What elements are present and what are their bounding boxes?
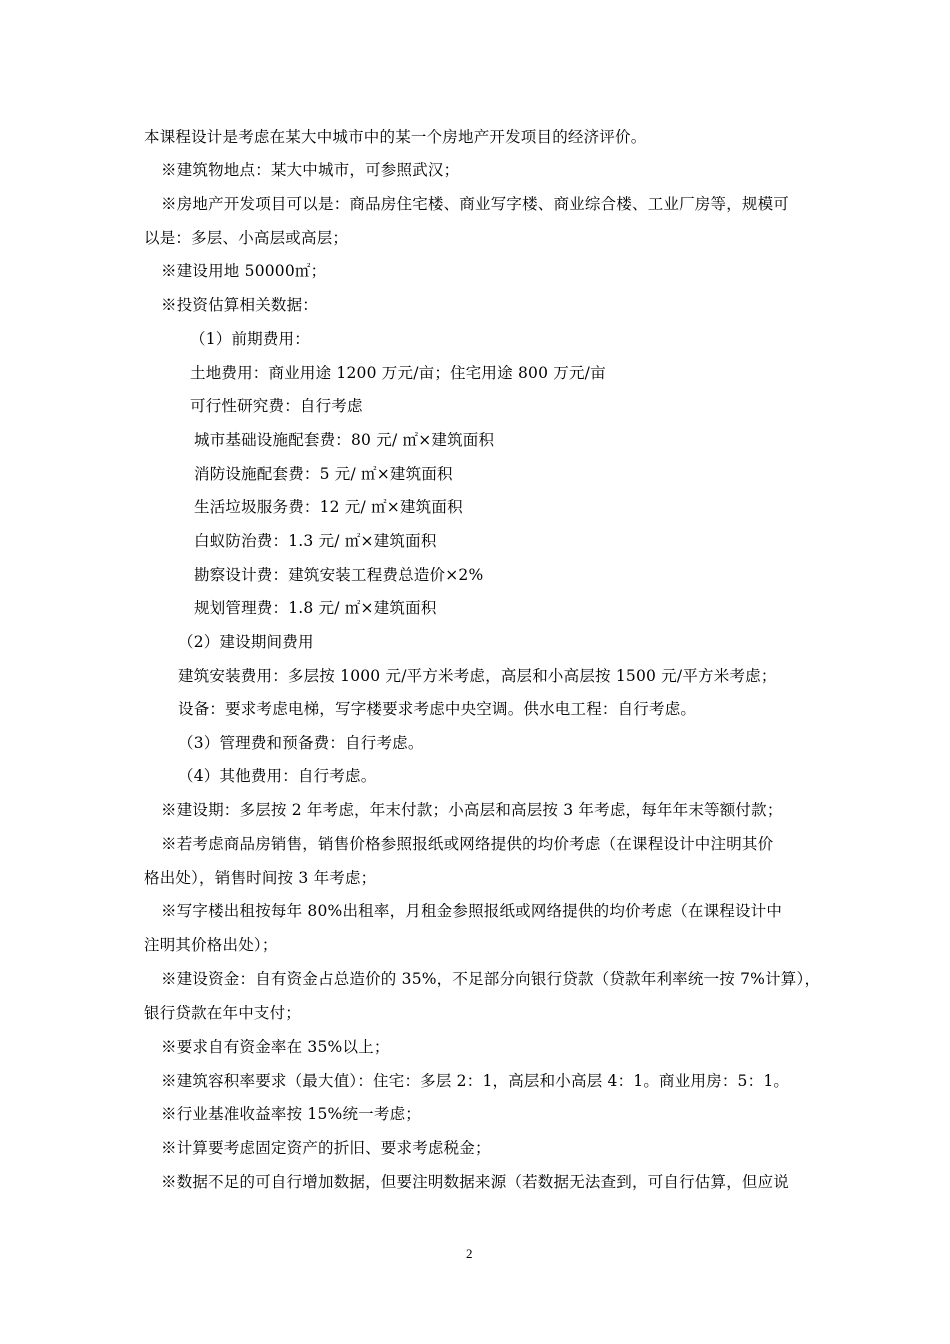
item-benchmark-return: ※行业基准收益率按 15%统一考虑； <box>161 1105 421 1123</box>
item-project-type-cont: 以是：多层、小高层或高层； <box>144 229 349 247</box>
cost-planning-management: 规划管理费：1.8 元/ ㎡×建筑面积 <box>194 599 437 617</box>
cost-waste-service: 生活垃圾服务费：12 元/ ㎡×建筑面积 <box>194 498 463 516</box>
item-construction-funds: ※建设资金：自有资金占总造价的 35%，不足部分向银行贷款（贷款年利率统一按 7%计算）， <box>161 970 821 988</box>
subheading-management-reserve: （3）管理费和预备费：自行考虑。 <box>178 734 424 752</box>
item-construction-period: ※建设期：多层按 2 年考虑，年末付款；小高层和高层按 3 年考虑，每年年末等额付款； <box>161 801 783 819</box>
cost-infrastructure: 城市基础设施配套费：80 元/ ㎡×建筑面积 <box>194 431 495 449</box>
item-office-rental: ※写字楼出租按每年 80%出租率，月租金参照报纸或网络提供的均价考虑（在课程设计中 <box>161 902 783 920</box>
item-construction-funds-cont: 银行贷款在年中支付； <box>144 1004 302 1022</box>
item-data-sources: ※数据不足的可自行增加数据，但要注明数据来源（若数据无法查到，可自行估算，但应说 <box>161 1173 790 1191</box>
item-project-type: ※房地产开发项目可以是：商品房住宅楼、商业写字楼、商业综合楼、工业厂房等，规模可 <box>161 195 790 213</box>
cost-feasibility: 可行性研究费：自行考虑 <box>190 397 363 415</box>
page-number: 2 <box>466 1246 473 1261</box>
cost-installation: 建筑安装费用：多层按 1000 元/平方米考虑，高层和小高层按 1500 元/平方米考虑； <box>178 667 777 685</box>
item-plot-ratio: ※建筑容积率要求（最大值）：住宅：多层 2：1，高层和小高层 4：1。商业用房：5：1。 <box>161 1072 790 1090</box>
cost-equipment: 设备：要求考虑电梯，写字楼要求考虑中央空调。供水电工程：自行考虑。 <box>178 700 697 718</box>
subheading-construction-costs: （2）建设期间费用 <box>178 633 314 651</box>
item-depreciation-tax: ※计算要考虑固定资产的折旧、要求考虑税金； <box>161 1139 491 1157</box>
paragraph-intro: 本课程设计是考虑在某大中城市中的某一个房地产开发项目的经济评价。 <box>144 128 647 146</box>
cost-survey-design: 勘察设计费：建筑安装工程费总造价×2% <box>194 566 484 584</box>
item-office-rental-cont: 注明其价格出处）； <box>144 936 278 954</box>
cost-fire-protection: 消防设施配套费：5 元/ ㎡×建筑面积 <box>194 465 453 483</box>
item-sales: ※若考虑商品房销售，销售价格参照报纸或网络提供的均价考虑（在课程设计中注明其价 <box>161 835 774 853</box>
cost-termite-control: 白蚁防治费：1.3 元/ ㎡×建筑面积 <box>194 532 437 550</box>
item-land-area: ※建设用地 50000㎡； <box>161 262 327 280</box>
subheading-preliminary-costs: （1）前期费用： <box>190 330 310 348</box>
item-own-capital-rate: ※要求自有资金率在 35%以上； <box>161 1038 390 1056</box>
item-sales-cont: 格出处），销售时间按 3 年考虑； <box>144 869 377 887</box>
item-building-location: ※建筑物地点：某大中城市，可参照武汉； <box>161 161 460 179</box>
subheading-other-costs: （4）其他费用：自行考虑。 <box>178 767 377 785</box>
item-investment-data: ※投资估算相关数据： <box>161 296 319 314</box>
cost-land: 土地费用：商业用途 1200 万元/亩；住宅用途 800 万元/亩 <box>190 364 606 382</box>
